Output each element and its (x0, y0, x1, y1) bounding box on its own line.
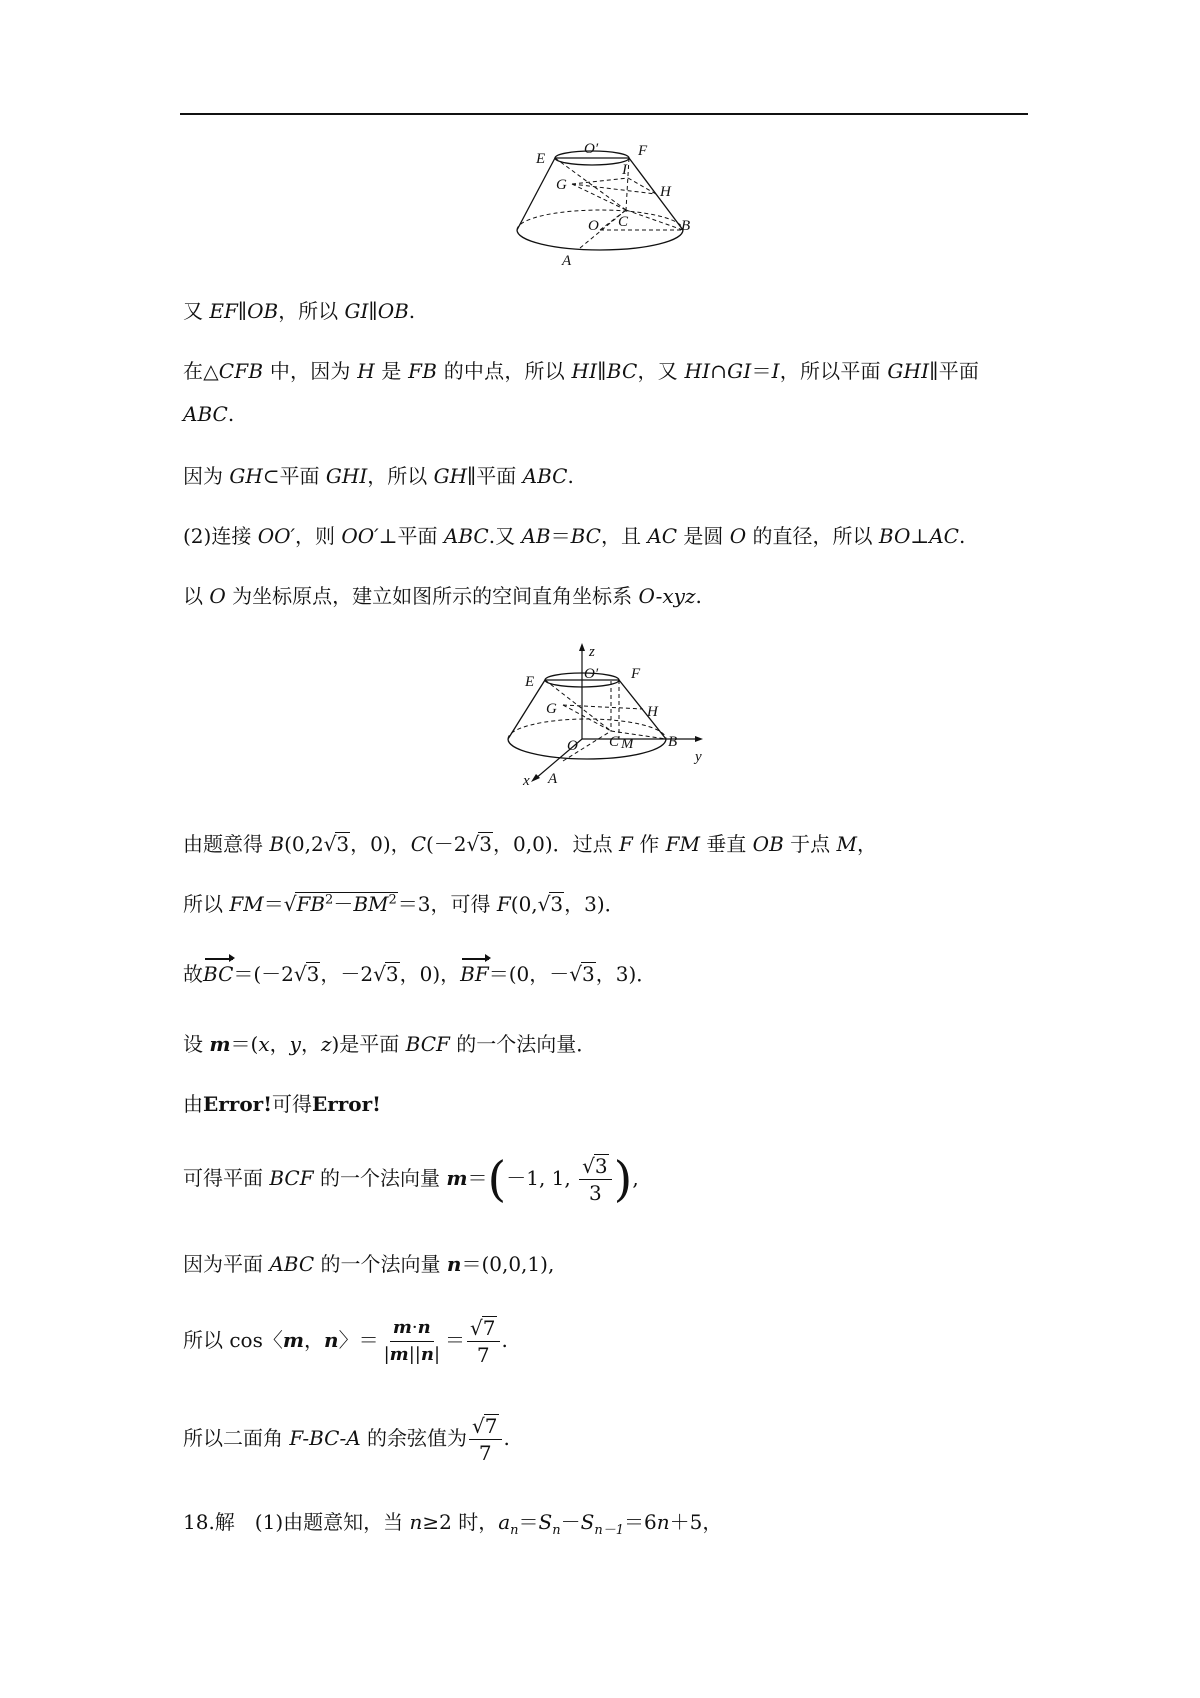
text-fragment: GH (229, 464, 263, 488)
text-fragment: (－2 (426, 832, 467, 856)
text-fragment: ， (300, 1032, 321, 1056)
text-fragment: ，0,0)．过点 (493, 832, 619, 856)
label-C: C (618, 214, 629, 230)
label-O: O (567, 738, 578, 754)
label-E: E (525, 674, 535, 690)
text-fragment: 2 (325, 892, 334, 908)
label-G: G (546, 701, 557, 717)
label-G: G (556, 177, 567, 193)
text-fragment: S (580, 1510, 595, 1534)
text-fragment: 3 (594, 1154, 608, 1178)
text-fragment: n (552, 1523, 561, 1538)
text-fragment: n (409, 1510, 423, 1534)
text-fragment: 3 (479, 832, 493, 856)
label-O: O (588, 218, 599, 234)
text-fragment: ＝ (467, 1166, 488, 1190)
text-line-5 (183, 522, 965, 550)
text-fragment: O (729, 524, 747, 548)
label-H: H (660, 184, 671, 200)
text-fragment: 中，因为 (263, 359, 358, 383)
text-fragment: . (695, 584, 702, 608)
text-fragment: AC (929, 524, 959, 548)
text-fragment: || (408, 1344, 421, 1365)
text-fragment: ＝ (751, 359, 772, 383)
text-fragment: n (420, 1344, 434, 1365)
text-fragment: F (618, 832, 633, 856)
text-fragment: √ (472, 1414, 485, 1438)
text-fragment: H (357, 359, 375, 383)
text-line-1 (183, 297, 415, 325)
text-fragment: 设 (183, 1032, 210, 1056)
text-fragment: F (496, 892, 511, 916)
vector-BF: BF (460, 962, 489, 986)
text-fragment: I (771, 359, 780, 383)
text-fragment: n－1 (594, 1523, 624, 1538)
text-fragment: )是平面 (331, 1032, 406, 1056)
text-fragment: C (410, 832, 426, 856)
text-fragment: ) (613, 1151, 633, 1208)
text-fragment: 可得 (271, 1092, 312, 1116)
text-fragment: O-xyz (638, 584, 696, 608)
text-fragment: Error! (203, 1092, 272, 1116)
text-fragment: F-BC-A (289, 1426, 361, 1450)
text-fragment: AB (521, 524, 551, 548)
text-fragment: 3 (582, 962, 595, 986)
text-fragment: OO′ (257, 524, 296, 548)
text-line-6 (183, 582, 702, 610)
text-fragment: 7 (484, 1414, 498, 1438)
text-fragment: ，3)． (595, 962, 657, 986)
text-fragment: Error! (311, 1092, 381, 1116)
text-fragment: － (560, 1510, 581, 1534)
text-fragment: －1, 1, (506, 1166, 578, 1190)
text-fragment: m (446, 1166, 468, 1190)
text-fragment: ＝( (230, 1032, 259, 1056)
text-fragment: ∥ (368, 299, 378, 323)
text-fragment: ＝ (445, 1328, 466, 1352)
text-fragment: ，所以 (367, 464, 434, 488)
text-fragment: 所以 (183, 892, 230, 916)
text-fragment: y (289, 1032, 301, 1056)
text-fragment: ABC (443, 524, 489, 548)
frustum-figure-1 (510, 140, 700, 270)
text-fragment: 由题意得 (183, 832, 270, 856)
text-fragment: GHI (887, 359, 930, 383)
label-F: F (638, 143, 648, 159)
text-fragment: 的直径，所以 (746, 524, 879, 548)
text-fragment: | (383, 1344, 390, 1365)
text-fragment: 是圆 (677, 524, 730, 548)
text-fragment: GI (344, 299, 369, 323)
text-line-8 (183, 890, 625, 918)
text-fragment: 3 (589, 1181, 602, 1205)
text-fragment: 3 (306, 962, 320, 986)
text-line-10 (183, 1030, 596, 1058)
text-fragment: ，所以 (278, 299, 345, 323)
text-fragment: √ (293, 962, 307, 986)
text-fragment: ，3)． (564, 892, 625, 916)
text-fragment: ，－2 (320, 962, 374, 986)
frustum-figure-2-coordinate (505, 643, 705, 791)
text-fragment: 7 (482, 1316, 496, 1340)
text-fragment: √ (537, 892, 551, 916)
text-fragment: (0,2 (284, 832, 324, 856)
text-fragment: 18.解 (1)由题意知，当 (183, 1510, 410, 1534)
text-fragment: ∥ (237, 299, 248, 323)
label-I: I (622, 162, 627, 178)
text-fragment: ， (304, 1328, 325, 1352)
text-fragment: 为坐标原点，建立如图所示的空间直角坐标系 (225, 584, 639, 608)
text-fragment: x (258, 1032, 270, 1056)
text-fragment: 的余弦值为 (360, 1426, 468, 1450)
text-fragment: 故 (183, 962, 203, 986)
text-fragment: ＝6 (623, 1510, 657, 1534)
text-fragment: EF (209, 299, 238, 323)
text-fragment: 〉＝ (338, 1328, 379, 1352)
text-fragment: 平面 (938, 359, 980, 383)
text-fragment: . (501, 1328, 508, 1352)
text-fragment: . (958, 524, 966, 548)
text-fragment: ＝ (550, 524, 571, 548)
text-fragment: 3 (550, 892, 564, 916)
text-fragment: z (320, 1032, 332, 1056)
text-fragment: OB (247, 299, 279, 323)
text-line-13 (183, 1250, 554, 1278)
text-fragment: 3 (336, 832, 350, 856)
text-fragment: ＝ (518, 1510, 539, 1534)
text-fragment: 作 (632, 832, 666, 856)
label-O-prime: O′ (584, 141, 599, 157)
text-fragment: 的中点，所以 (437, 359, 572, 383)
text-fragment: m (389, 1344, 409, 1365)
text-fragment: 7 (476, 1343, 490, 1367)
text-fragment: FB (296, 892, 326, 916)
text-fragment: ∥ (597, 359, 607, 383)
text-fragment: ∩ (710, 359, 728, 383)
text-fragment: ＝(0，－ (488, 962, 570, 986)
text-fragment: 的一个法向量 (313, 1166, 447, 1190)
text-fragment: ， (269, 1032, 290, 1056)
text-fragment: ABC (522, 464, 568, 488)
text-fragment: 7 (478, 1441, 492, 1465)
text-fragment: M (836, 832, 857, 856)
text-fragment: √ (582, 1154, 595, 1178)
text-fragment: n (656, 1510, 670, 1534)
text-fragment: ⊂平面 (262, 464, 326, 488)
text-fragment: ABC (269, 1252, 315, 1276)
header-rule (180, 113, 1028, 115)
text-fragment: FB (408, 359, 438, 383)
text-fragment: (0, (510, 892, 538, 916)
text-fragment: BM (353, 892, 389, 916)
label-y: y (695, 749, 702, 765)
text-fragment: 3 (385, 962, 399, 986)
text-fragment: n (446, 1252, 462, 1276)
text-fragment: BCF (405, 1032, 450, 1056)
text-fragment: BC (570, 524, 601, 548)
text-fragment: ，所以平面 (779, 359, 888, 383)
text-fragment: ∥ (467, 464, 477, 488)
text-fragment: OB (752, 832, 784, 856)
text-fragment: 于点 (783, 832, 837, 856)
text-line-3 (183, 400, 234, 428)
text-fragment: 2 (388, 892, 397, 908)
text-fragment: GHI (325, 464, 368, 488)
text-fragment: m (209, 1032, 231, 1056)
text-fragment: ，又 (637, 359, 685, 383)
text-line-12 (183, 1148, 639, 1208)
text-fragment: ABC (183, 402, 228, 426)
text-line-9 (183, 960, 656, 988)
text-line-7 (183, 830, 877, 858)
text-fragment: 以 (183, 584, 210, 608)
text-fragment: ，0)， (399, 962, 461, 986)
text-fragment: GH (433, 464, 468, 488)
text-fragment: √ (569, 962, 582, 986)
text-line-16 (183, 1508, 722, 1536)
text-fragment: 在△ (183, 359, 219, 383)
text-fragment: n (417, 1317, 431, 1338)
text-line-11 (183, 1090, 381, 1118)
text-fragment: 又 (183, 299, 210, 323)
text-fragment: | (433, 1344, 441, 1365)
text-fragment: GI (727, 359, 752, 383)
text-fragment: ，0)， (350, 832, 411, 856)
text-fragment: BO (878, 524, 911, 548)
text-fragment: BCF (269, 1166, 314, 1190)
text-fragment: ＝3，可得 (397, 892, 497, 916)
text-fragment: FM (229, 892, 264, 916)
text-fragment: · (411, 1317, 418, 1338)
text-fragment: CFB (218, 359, 264, 383)
label-E: E (536, 151, 546, 167)
text-fragment: AC (647, 524, 678, 548)
text-fragment: ⊥ (910, 524, 930, 548)
text-fragment: (2)连接 (183, 524, 258, 548)
text-fragment: m (282, 1328, 305, 1352)
text-fragment: .又 (488, 524, 522, 548)
text-fragment: ∥ (929, 359, 939, 383)
label-F: F (631, 666, 641, 682)
text-fragment: ＋5， (669, 1510, 723, 1534)
text-fragment: ≥2 时， (422, 1510, 499, 1534)
vector-BC: BC (203, 962, 234, 986)
text-fragment: ，则 (295, 524, 342, 548)
text-fragment: 可得平面 (183, 1166, 270, 1190)
text-fragment: 平面 (476, 464, 523, 488)
label-z: z (589, 644, 595, 660)
text-fragment: OB (377, 299, 409, 323)
text-fragment: √ (470, 1316, 483, 1340)
text-fragment: 的一个法向量 (314, 1252, 447, 1276)
text-fragment: ( (487, 1151, 507, 1208)
text-fragment: ＝(0,0,1), (461, 1252, 555, 1276)
text-fragment: a (498, 1510, 511, 1534)
text-fragment: ＝ (263, 892, 284, 916)
text-fragment: 因为平面 (183, 1252, 270, 1276)
text-fragment: ＝(－2 (233, 962, 294, 986)
text-fragment: 垂直 (699, 832, 753, 856)
text-fragment: ，且 (600, 524, 648, 548)
label-x: x (523, 773, 530, 789)
text-fragment: m (392, 1317, 412, 1338)
text-fragment: OO′ (341, 524, 379, 548)
label-C: C (609, 734, 620, 750)
text-fragment: 是 (374, 359, 409, 383)
label-B: B (668, 734, 678, 750)
text-fragment: BC (606, 359, 638, 383)
text-fragment: . (227, 402, 235, 426)
text-line-15 (183, 1408, 510, 1468)
text-fragment: 由 (183, 1092, 203, 1116)
label-M: M (621, 736, 634, 752)
text-fragment: n (510, 1523, 519, 1538)
text-fragment: √ (323, 832, 337, 856)
text-fragment: , (632, 1166, 639, 1190)
label-H: H (647, 704, 658, 720)
text-fragment: ， (856, 832, 877, 856)
text-fragment: O (209, 584, 226, 608)
text-line-4 (183, 462, 574, 490)
text-fragment: . (408, 299, 416, 323)
label-O-prime: O′ (584, 666, 599, 682)
label-A: A (548, 771, 558, 787)
text-fragment: . (503, 1426, 510, 1450)
text-fragment: ⊥平面 (378, 524, 444, 548)
text-fragment: 所以 cos〈 (183, 1328, 283, 1352)
text-fragment: . (567, 464, 574, 488)
text-fragment: 所以二面角 (183, 1426, 290, 1450)
text-fragment: B (269, 832, 285, 856)
text-fragment: 的一个法向量． (449, 1032, 597, 1056)
text-fragment: S (538, 1510, 553, 1534)
text-fragment: √ (466, 832, 480, 856)
text-line-2 (183, 357, 979, 385)
text-fragment: FM (665, 832, 700, 856)
text-line-14 (183, 1310, 508, 1370)
text-fragment: HI (571, 359, 598, 383)
label-B: B (681, 218, 691, 234)
text-fragment: HI (684, 359, 711, 383)
text-fragment: n (324, 1328, 339, 1352)
text-fragment: 因为 (183, 464, 230, 488)
text-fragment: √ (373, 962, 386, 986)
text-fragment: √ (283, 892, 297, 916)
text-fragment: － (333, 892, 354, 916)
label-A: A (562, 253, 572, 269)
